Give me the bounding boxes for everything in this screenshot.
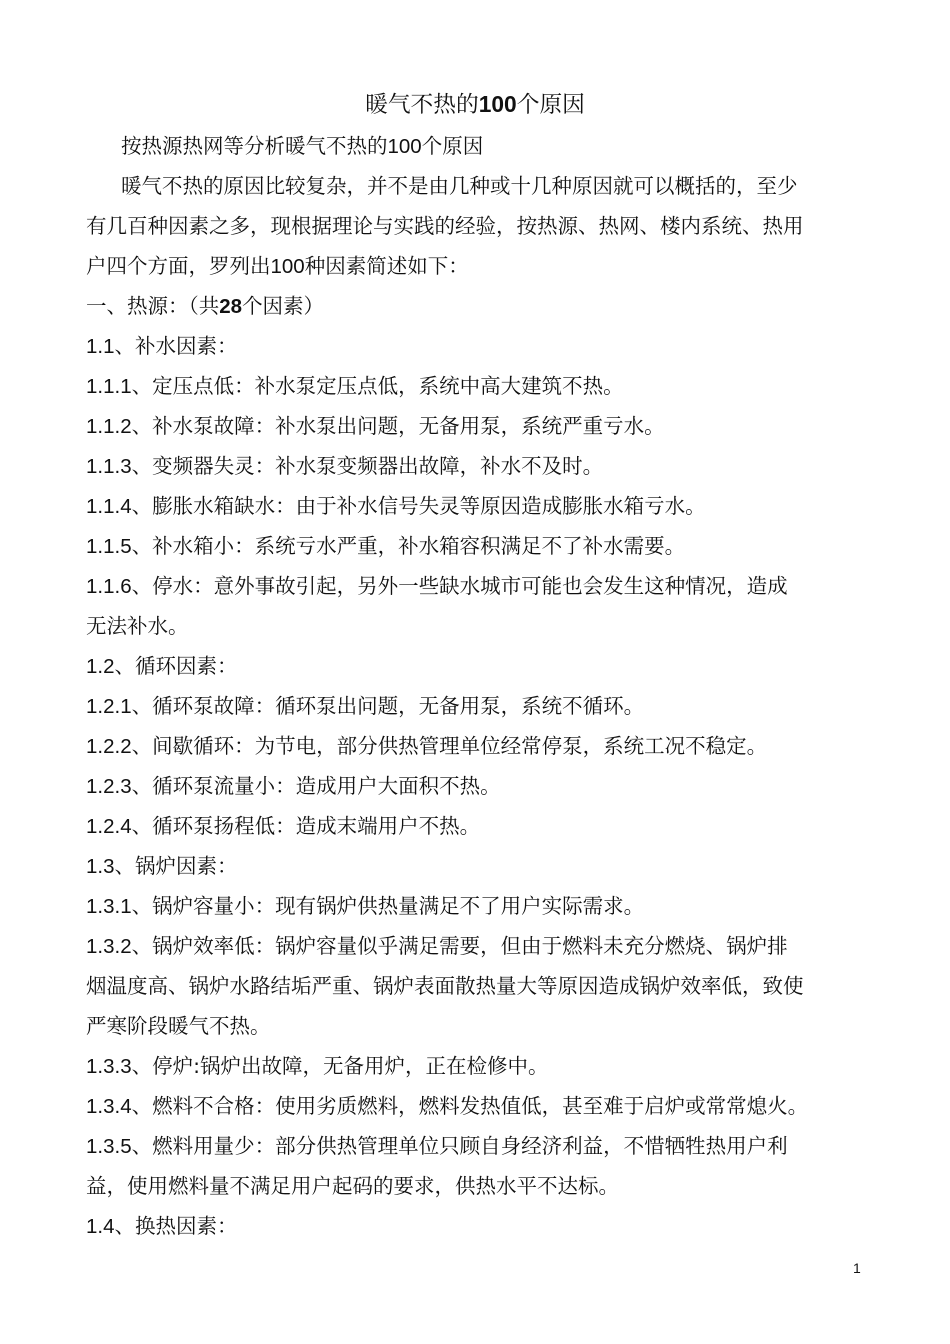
item-number: 1.1.3	[86, 455, 132, 478]
list-item	[86, 526, 685, 567]
item-text: 、换热因素：	[114, 1214, 238, 1238]
item-number: 1.3.5	[86, 1135, 132, 1158]
item-number: 1.2	[86, 655, 115, 678]
item-text: 烟温度高、锅炉水路结垢严重、锅炉表面散热量大等原因造成锅炉效率低，致使	[86, 974, 804, 998]
item-text: 、锅炉效率低：锅炉容量似乎满足需要，但由于燃料未充分燃烧、锅炉排	[131, 934, 788, 958]
intro-line-3-post: 种因素简述如下：	[304, 254, 469, 278]
item-text: 、循环泵故障：循环泵出问题，无备用泵，系统不循环。	[131, 694, 645, 718]
item-text: 、燃料不合格：使用劣质燃料，燃料发热值低，甚至难于启炉或常常熄火。	[131, 1094, 809, 1118]
item-text: 、补水泵故障：补水泵出问题，无备用泵，系统严重亏水。	[131, 414, 665, 438]
subtitle-line	[121, 126, 483, 167]
item-text: 严寒阶段暖气不热。	[86, 1014, 271, 1038]
item-number: 1.1.2	[86, 415, 132, 438]
list-item	[86, 1086, 808, 1127]
list-item	[86, 646, 238, 687]
list-item	[86, 446, 603, 487]
intro-line-2: 有几百种因素之多，现根据理论与实践的经验，按热源、热网、楼内系统、热用	[86, 214, 804, 238]
document-title	[0, 84, 950, 125]
item-text: 、锅炉因素：	[114, 854, 238, 878]
list-item-continuation	[86, 1006, 271, 1046]
item-number: 1.2.3	[86, 775, 132, 798]
section-heading-post: 个因素）	[242, 294, 325, 318]
subtitle-text-post: 个原因	[421, 134, 484, 158]
list-item	[86, 886, 644, 927]
section-heading-pre: 一、热源：（共	[86, 294, 220, 318]
intro-line-1: 暖气不热的原因比较复杂，并不是由几种或十几种原因就可以概括的，至少	[121, 174, 798, 198]
list-item	[86, 406, 665, 447]
list-item	[86, 1126, 788, 1167]
item-number: 1.3.3	[86, 1055, 132, 1078]
item-text: 、停水：意外事故引起，另外一些缺水城市可能也会发生这种情况，造成	[131, 574, 788, 598]
item-text: 无法补水。	[86, 614, 189, 638]
list-item	[86, 926, 788, 967]
list-item	[86, 846, 238, 887]
item-text: 、循环泵扬程低：造成末端用户不热。	[131, 814, 481, 838]
list-item-continuation	[86, 1166, 619, 1206]
item-text: 、定压点低：补水泵定压点低，系统中高大建筑不热。	[131, 374, 624, 398]
item-number: 1.2.1	[86, 695, 132, 718]
item-number: 1.3	[86, 855, 115, 878]
item-number: 1.1.6	[86, 575, 132, 598]
title-text-pre: 暖气不热的	[365, 92, 479, 118]
item-number: 1.1.5	[86, 535, 132, 558]
item-text: 、燃料用量少：部分供热管理单位只顾自身经济利益，不惜牺牲热用户利	[131, 1134, 788, 1158]
list-item-continuation	[86, 606, 189, 646]
list-item	[86, 1046, 549, 1087]
list-item	[86, 766, 501, 807]
item-text: 、停炉:锅炉出故障，无备用炉，正在检修中。	[131, 1054, 549, 1078]
item-number: 1.3.4	[86, 1095, 132, 1118]
item-number: 1.2.2	[86, 735, 132, 758]
title-number: 100	[478, 91, 517, 117]
page-number: 1	[853, 1260, 861, 1276]
subtitle-text-pre: 按热源热网等分析暖气不热的	[121, 134, 388, 158]
item-number: 1.3.2	[86, 935, 132, 958]
list-item	[86, 566, 788, 607]
item-text: 、循环因素：	[114, 654, 238, 678]
section-heading-heat-source	[86, 286, 324, 327]
item-text: 、间歇循环：为节电，部分供热管理单位经常停泵，系统工况不稳定。	[131, 734, 768, 758]
list-item	[86, 486, 706, 527]
list-item-continuation	[86, 966, 804, 1006]
item-number: 1.2.4	[86, 815, 132, 838]
list-item	[86, 326, 238, 367]
item-text: 、补水箱小：系统亏水严重，补水箱容积满足不了补水需要。	[131, 534, 686, 558]
title-text-post: 个原因	[516, 92, 585, 118]
list-item	[86, 806, 480, 847]
intro-line-3-pre: 户四个方面，罗列出	[86, 254, 271, 278]
item-text: 、变频器失灵：补水泵变频器出故障，补水不及时。	[131, 454, 604, 478]
item-text: 、循环泵流量小：造成用户大面积不热。	[131, 774, 501, 798]
list-item	[86, 686, 644, 727]
item-number: 1.3.1	[86, 895, 132, 918]
list-item	[86, 726, 767, 767]
item-text: 、补水因素：	[114, 334, 238, 358]
item-text: 、膨胀水箱缺水：由于补水信号失灵等原因造成膨胀水箱亏水。	[131, 494, 706, 518]
intro-line-3	[86, 246, 469, 287]
item-number: 1.4	[86, 1215, 115, 1238]
item-number: 1.1	[86, 335, 115, 358]
list-item	[86, 1206, 238, 1247]
item-text: 益，使用燃料量不满足用户起码的要求，供热水平不达标。	[86, 1174, 619, 1198]
item-number: 1.1.1	[86, 375, 132, 398]
item-text: 、锅炉容量小：现有锅炉供热量满足不了用户实际需求。	[131, 894, 645, 918]
section-heading-number: 28	[219, 295, 243, 318]
list-item	[86, 366, 624, 407]
subtitle-number: 100	[387, 135, 422, 158]
item-number: 1.1.4	[86, 495, 132, 518]
intro-line-3-number: 100	[270, 255, 305, 278]
